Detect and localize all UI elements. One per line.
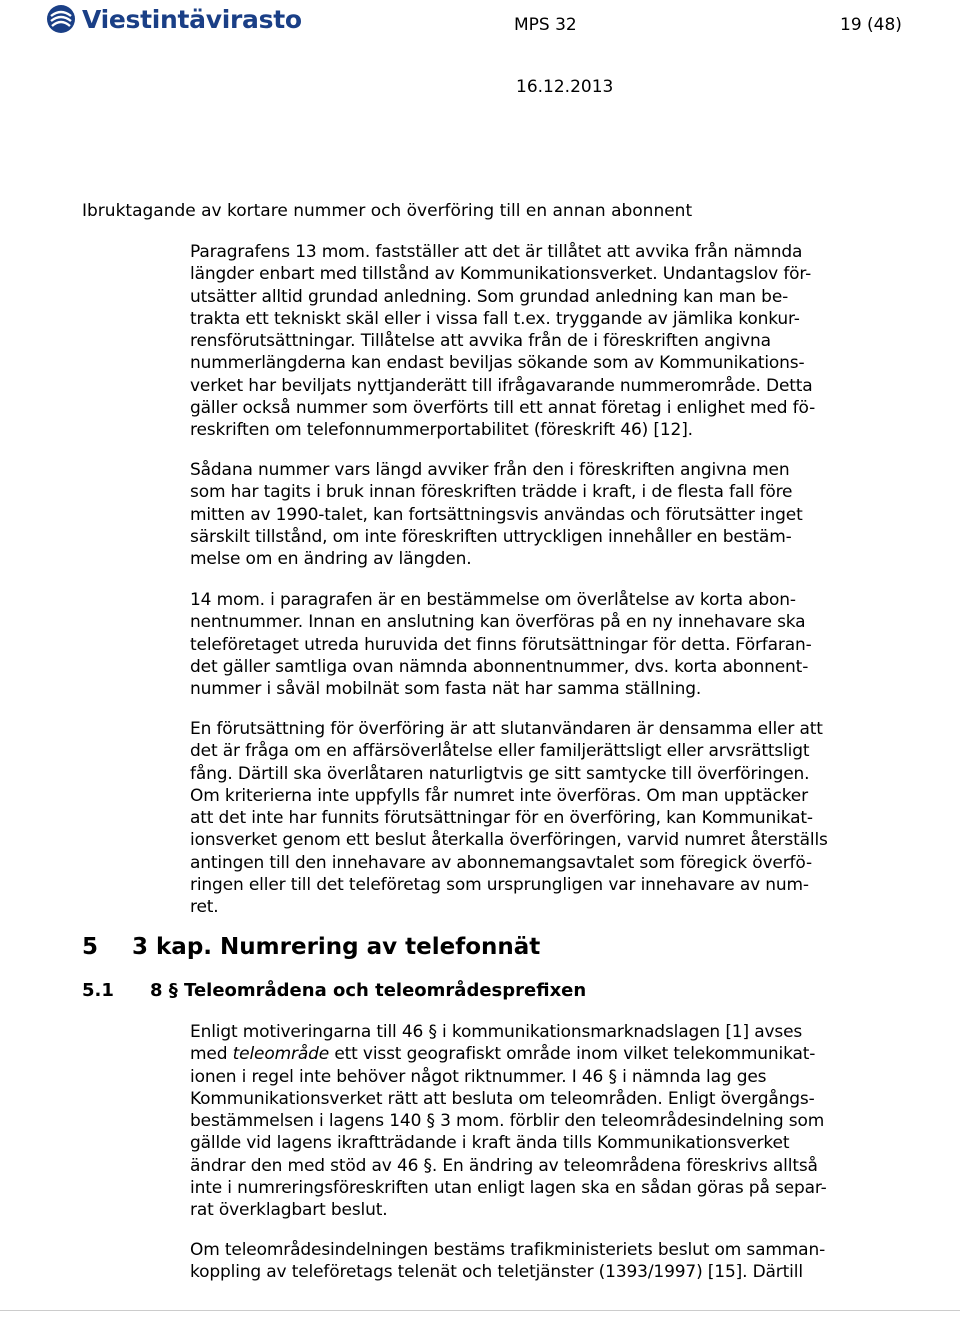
text-line: melse om en ändring av längden. (190, 549, 472, 570)
text-line: Om kriterierna inte uppfylls får numret inte överföras. Om man upptäcker (190, 785, 808, 806)
text-line: nummer i såväl mobilnät som fasta nät har samma ställning. (190, 679, 702, 700)
paragraph-1 (190, 241, 815, 442)
logo (46, 4, 302, 34)
text-line: nentnummer. Innan en anslutning kan överföras på en ny innehavare ska (190, 612, 806, 633)
text-line: teleföretaget utreda huruvida det finns förutsättningar för detta. Förfaran- (190, 634, 812, 655)
section-paragraph-2 (190, 1239, 825, 1284)
text-line: Paragrafens 13 mom. fastställer att det är tillåtet att avvika från nämnda (190, 242, 803, 262)
text-line: Om teleområdesindelningen bestäms trafikministeriets beslut om samman- (190, 1240, 826, 1260)
text-line: rensförutsättningar. Tillåtelse att avvika från de i föreskriften angivna (190, 331, 771, 352)
text-line: som har tagits i bruk innan föreskriften trädde i kraft, i de flesta fall före (190, 482, 793, 503)
text-line: gällde vid lagens ikraftträdande i kraft ända tills Kommunikationsverket (190, 1133, 790, 1154)
section-heading (82, 934, 540, 960)
text-line: att det inte har funnits förutsättningar för en överföring, kan Kommunikat- (190, 808, 813, 829)
subsection-number: 5.1 (82, 980, 114, 1001)
text-line: fång. Därtill ska överlåtaren naturligtvis ge sitt samtycke till överföringen. (190, 763, 810, 784)
document-date: 16.12.2013 (516, 77, 614, 97)
text-line: reskriften om telefonnummerportabilitet (föreskrift 46) [12]. (190, 420, 693, 441)
emphasized-term: teleområde (232, 1044, 330, 1065)
text-line: Enligt motiveringarna till 46 § i kommunikationsmarknadslagen [1] avses (190, 1022, 803, 1042)
page-number: 19 (48) (840, 15, 902, 35)
text-line: utsätter alltid grundad anledning. Som grundad anledning kan man be- (190, 286, 789, 307)
text-line: bestämmelsen i lagens 140 § 3 mom. förblir den teleområdesindelning som (190, 1111, 825, 1132)
text-line: ionen i regel inte behöver något riktnummer. I 46 § i nämnda lag ges (190, 1066, 767, 1087)
text-line: ionsverket genom ett beslut återkalla överföringen, varvid numret återställs (190, 830, 828, 851)
text-line: gäller också nummer som överförts till ett annat företag i enlighet med fö- (190, 398, 816, 419)
text-line: 14 mom. i paragrafen är en bestämmelse om överlåtelse av korta abon- (190, 590, 796, 610)
paragraph-2 (190, 459, 803, 570)
intro-heading: Ibruktagande av kortare nummer och överföring till en annan abonnent (82, 201, 693, 221)
text-line: rat överklagbart beslut. (190, 1200, 388, 1221)
paragraph-4 (190, 718, 828, 919)
text-line: längder enbart med tillstånd av Kommunikationsverket. Undantagslov för- (190, 264, 812, 285)
text-line: trakta ett tekniskt skäl eller i vissa fall t.ex. tryggande av jämlika konkur- (190, 308, 800, 329)
document-id: MPS 32 (514, 15, 577, 35)
text-line: En förutsättning för överföring är att slutanvändaren är densamma eller att (190, 719, 823, 739)
text-line: ändrar den med stöd av 46 §. En ändring av teleområdena föreskrivs alltså (190, 1155, 818, 1176)
text-line: verket har beviljats nyttjanderätt till ifrågavarande nummerområde. Detta (190, 375, 813, 396)
text-line: Kommunikationsverket rätt att besluta om teleområden. Enligt övergångs- (190, 1088, 815, 1109)
text-line: antingen till den innehavare av abonnemangsavtalet som föregick överfö- (190, 852, 812, 873)
text-line: mitten av 1990-talet, kan fortsättningsvis användas och förutsätter inget (190, 504, 803, 525)
text-line: inte i numreringsföreskriften utan enligt lagen ska en sådan göras på separ- (190, 1178, 827, 1199)
text-line: det är fråga om en affärsöverlåtelse eller familjerättsligt eller arvsrättsligt (190, 741, 810, 762)
text-line: ret. (190, 897, 219, 918)
text-line: det gäller samtliga ovan nämnda abonnentnummer, dvs. korta abonnent- (190, 656, 809, 677)
viestintavirasto-logo-icon (46, 4, 76, 34)
text-line: nummerlängderna kan endast beviljas sökande som av Kommunikations- (190, 353, 805, 374)
subsection-heading (82, 980, 586, 1001)
text-line: Sådana nummer vars längd avviker från den i föreskriften angivna men (190, 460, 790, 480)
section-number: 5 (82, 934, 99, 960)
section-title: 3 kap. Numrering av telefonnät (132, 934, 541, 960)
text-line-with-emphasis: med teleområde ett visst geografiskt område inom vilket telekommunikat- (190, 1044, 816, 1065)
page-bottom-divider (0, 1310, 960, 1311)
text-line: särskilt tillstånd, om inte föreskriften uttryckligen innehåller en bestäm- (190, 526, 792, 547)
section-paragraph-1 (190, 1021, 827, 1222)
logo-text: Viestintävirasto (82, 4, 302, 34)
paragraph-3 (190, 589, 812, 700)
text-line: ringen eller till det teleföretag som ursprungligen var innehavare av num- (190, 875, 809, 896)
subsection-title: 8 § Teleområdena och teleområdesprefixen (150, 980, 587, 1001)
text-line: koppling av teleföretags telenät och teletjänster (1393/1997) [15]. Därtill (190, 1262, 803, 1283)
